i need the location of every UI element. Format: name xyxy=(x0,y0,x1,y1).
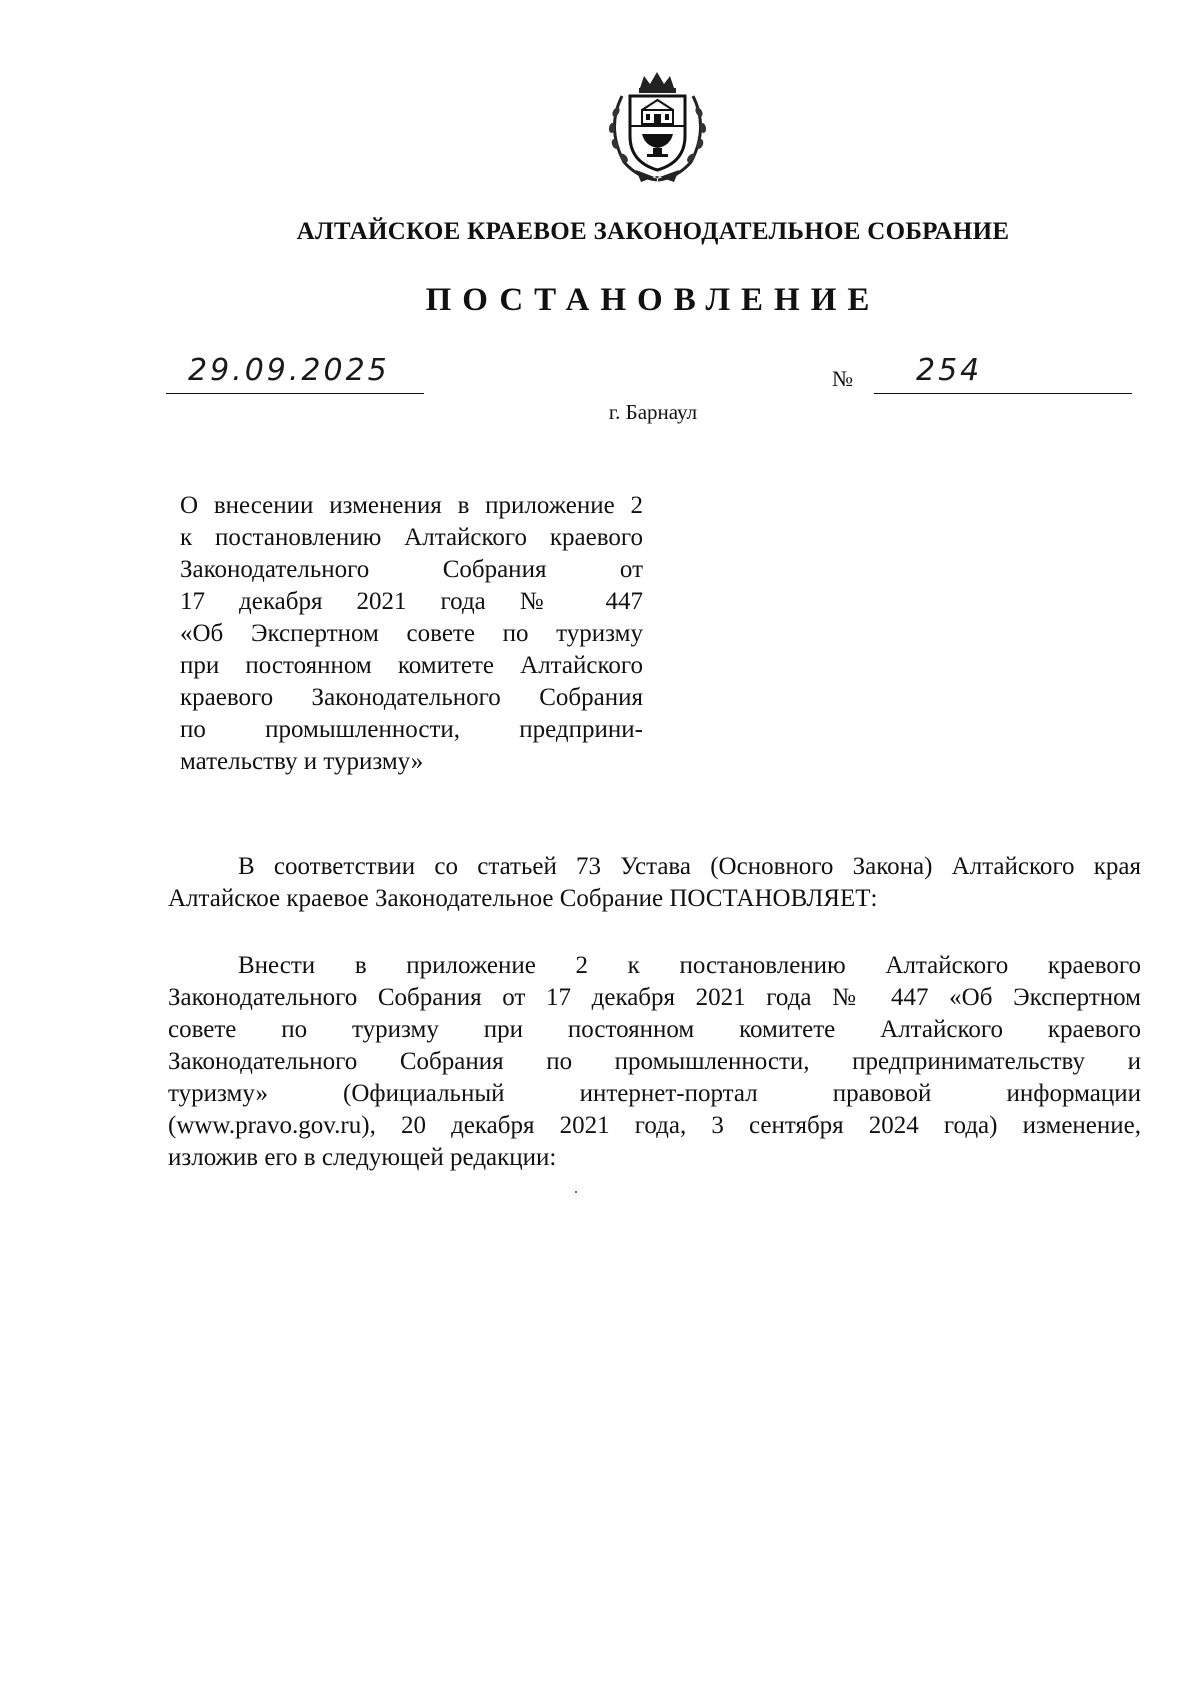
paragraph-basis xyxy=(168,851,1141,915)
paragraph-line: совете по туризму при постоянном комитете Алтайского краевого xyxy=(168,1016,1141,1043)
paragraph-line: туризму» (Официальный интернет-портал правовой информации xyxy=(168,1080,1141,1107)
coat-of-arms-icon xyxy=(602,66,713,188)
subject-line: краевого Законодательного Собрания xyxy=(180,684,643,711)
organization-name: АЛТАЙСКОЕ КРАЕВОЕ ЗАКОНОДАТЕЛЬНОЕ СОБРАНИЕ xyxy=(296,218,1010,245)
subject-line: при постоянном комитете Алтайского xyxy=(180,652,643,679)
paragraph-line: Законодательного Собрания по промышленности, предпринимательству и xyxy=(168,1048,1141,1075)
paragraph-line: изложив его в следующей редакции: xyxy=(168,1144,557,1171)
paragraph-line: В соответствии со статьей 73 Устава (Основного Закона) Алтайского края xyxy=(238,853,1141,880)
document-date: 29.09.2025 xyxy=(166,352,424,394)
subject-line: Законодательного Собрания от xyxy=(180,556,643,583)
subject-line: «Об Экспертном совете по туризму xyxy=(180,620,643,647)
number-sign: № xyxy=(832,366,853,391)
paragraph-line: Алтайское краевое Законодательное Собрание ПОСТАНОВЛЯЕТ: xyxy=(168,885,878,912)
document-subject xyxy=(180,490,643,778)
subject-line: по промышленности, предприни- xyxy=(180,716,643,743)
document-type: ПОСТАНОВЛЕНИЕ xyxy=(425,282,881,318)
paragraph-resolution xyxy=(168,950,1141,1174)
paragraph-line: (www.pravo.gov.ru), 20 декабря 2021 года, 3 сентября 2024 года) изменение, xyxy=(168,1112,1141,1139)
paragraph-line: Внести в приложение 2 к постановлению Алтайского краевого xyxy=(238,952,1141,979)
subject-line: О внесении изменения в приложение 2 xyxy=(180,492,643,519)
document-number: 254 xyxy=(874,352,1132,394)
subject-line: к постановлению Алтайского краевого xyxy=(180,524,643,551)
subject-line: 17 декабря 2021 года № 447 xyxy=(180,588,643,615)
paragraph-line: Законодательного Собрания от 17 декабря 2021 года № 447 «Об Экспертном xyxy=(168,984,1141,1011)
subject-line: мательству и туризму» xyxy=(180,748,424,775)
scan-speck xyxy=(575,1191,577,1193)
city: г. Барнаул xyxy=(608,400,698,424)
